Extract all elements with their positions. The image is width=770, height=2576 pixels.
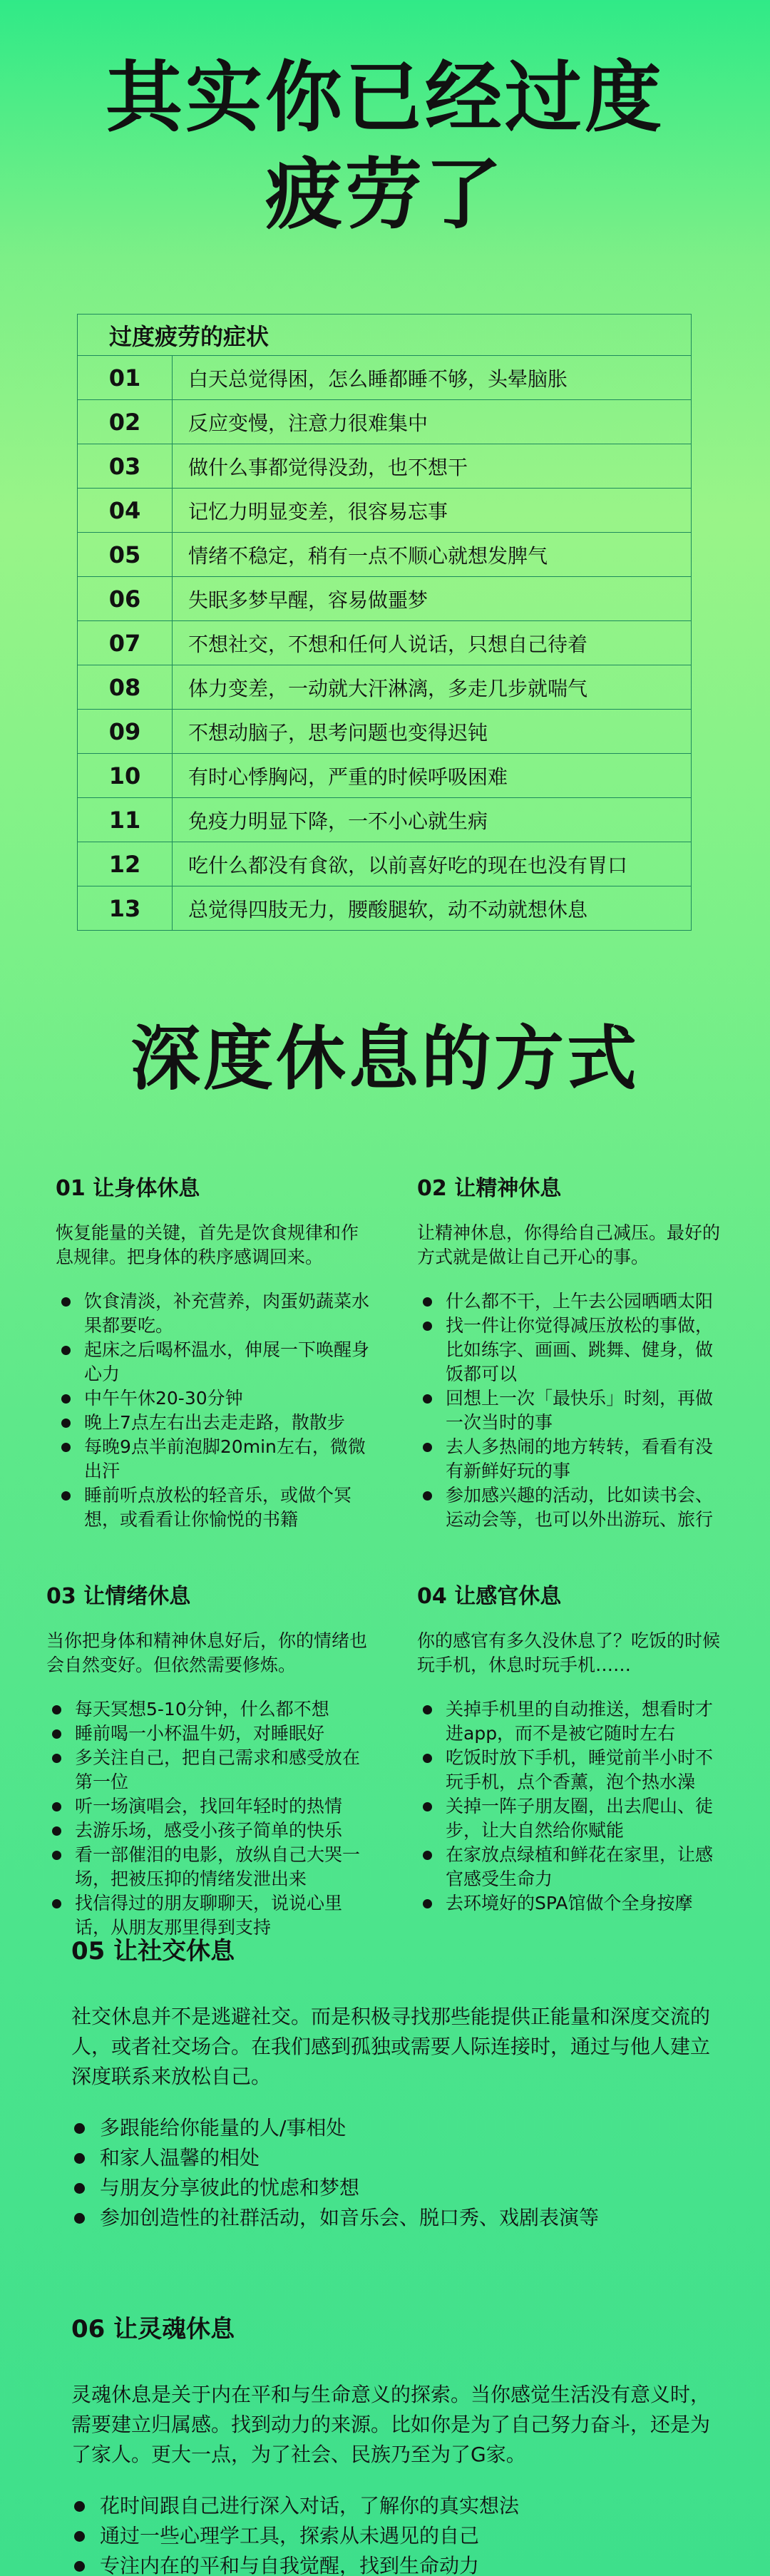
section-intro: 恢复能量的关键，首先是饮食规律和作息规律。把身体的秩序感调回来。 bbox=[56, 1222, 359, 1267]
symptom-text: 体力变差，一动就大汗淋漓，多走几步就喘气 bbox=[173, 665, 692, 710]
symptom-text: 失眠多梦早醒，容易做噩梦 bbox=[173, 577, 692, 621]
symptom-row bbox=[78, 444, 692, 489]
list-item: 花时间跟自己进行深入对话，了解你的真实想法 bbox=[71, 2491, 713, 2521]
section-list bbox=[417, 1289, 724, 1532]
section-list bbox=[417, 1697, 724, 1916]
list-item: 中午午休20-30分钟 bbox=[56, 1386, 373, 1411]
rest-title: 深度休息的方式 bbox=[130, 1018, 640, 1100]
section-list bbox=[46, 1697, 367, 1940]
symptom-text: 记忆力明显变差，很容易忘事 bbox=[173, 489, 692, 533]
section-mind-rest bbox=[417, 1177, 724, 1532]
symptom-table bbox=[77, 314, 692, 931]
section-title: 05 让社交休息 bbox=[71, 1937, 235, 1966]
list-item: 与朋友分享彼此的忧虑和梦想 bbox=[71, 2173, 713, 2203]
section-title: 04 让感官休息 bbox=[417, 1584, 562, 1609]
list-item: 饮食清淡，补充营养，肉蛋奶蔬菜水果都要吃。 bbox=[56, 1289, 373, 1338]
list-item: 找一件让你觉得减压放松的事做，比如练字、画画、跳舞、健身，做饭都可以 bbox=[417, 1314, 724, 1386]
main-title-line2: 疲劳了 bbox=[265, 150, 505, 240]
list-item: 起床之后喝杯温水，伸展一下唤醒身心力 bbox=[56, 1338, 373, 1386]
section-body-rest bbox=[56, 1177, 373, 1532]
section-title: 06 让灵魂休息 bbox=[71, 2315, 235, 2344]
symptom-row bbox=[78, 798, 692, 842]
section-title: 01 让身体休息 bbox=[56, 1176, 200, 1201]
symptom-text: 情绪不稳定，稍有一点不顺心就想发脾气 bbox=[173, 533, 692, 577]
symptom-number: 02 bbox=[78, 400, 173, 444]
section-emotion-rest bbox=[46, 1585, 367, 1940]
symptom-row bbox=[78, 886, 692, 931]
list-item: 听一场演唱会，找回年轻时的热情 bbox=[46, 1794, 367, 1819]
section-list bbox=[71, 2113, 713, 2233]
section-intro: 当你把身体和精神休息好后，你的情绪也会自然变好。但依然需要修炼。 bbox=[46, 1630, 368, 1675]
list-item: 参加创造性的社群活动，如音乐会、脱口秀、戏剧表演等 bbox=[71, 2203, 713, 2233]
symptom-number: 10 bbox=[78, 754, 173, 798]
section-list bbox=[71, 2491, 713, 2576]
symptom-text: 不想社交，不想和任何人说话，只想自己待着 bbox=[173, 621, 692, 665]
list-item: 睡前听点放松的轻音乐，或做个冥想，或看看让你愉悦的书籍 bbox=[56, 1483, 373, 1532]
symptom-number: 08 bbox=[78, 665, 173, 710]
symptom-text: 反应变慢，注意力很难集中 bbox=[173, 400, 692, 444]
list-item: 吃饭时放下手机，睡觉前半小时不玩手机，点个香薰，泡个热水澡 bbox=[417, 1746, 724, 1794]
section-soul-rest bbox=[71, 2314, 713, 2576]
symptom-number: 09 bbox=[78, 710, 173, 754]
symptom-number: 13 bbox=[78, 886, 173, 931]
section-intro: 灵魂休息是关于内在平和与生命意义的探索。当你感觉生活没有意义时，需要建立归属感。找到动力的来源。比如你是为了自己努力奋斗，还是为了家人。更大一点，为了社会、民族乃至为了G家。 bbox=[71, 2383, 711, 2466]
symptom-row bbox=[78, 842, 692, 886]
list-item: 关掉手机里的自动推送，想看时才进app，而不是被它随时左右 bbox=[417, 1697, 724, 1746]
list-item: 和家人温馨的相处 bbox=[71, 2143, 713, 2173]
list-item: 去游乐场，感受小孩子简单的快乐 bbox=[46, 1819, 367, 1843]
symptom-number: 04 bbox=[78, 489, 173, 533]
section-senses-rest bbox=[417, 1585, 724, 1916]
list-item: 通过一些心理学工具，探索从未遇见的自己 bbox=[71, 2521, 713, 2551]
section-intro: 社交休息并不是逃避社交。而是积极寻找那些能提供正能量和深度交流的人，或者社交场合。在我们感到孤独或需要人际连接时，通过与他人建立深度联系来放松自己。 bbox=[71, 2005, 711, 2088]
symptom-row bbox=[78, 710, 692, 754]
symptom-number: 01 bbox=[78, 356, 173, 400]
list-item: 找信得过的朋友聊聊天，说说心里话，从朋友那里得到支持 bbox=[46, 1891, 367, 1940]
symptom-text: 有时心悸胸闷，严重的时候呼吸困难 bbox=[173, 754, 692, 798]
list-item: 参加感兴趣的活动，比如读书会、运动会等，也可以外出游玩、旅行 bbox=[417, 1483, 724, 1532]
section-title: 03 让情绪休息 bbox=[46, 1584, 191, 1609]
symptom-number: 12 bbox=[78, 842, 173, 886]
list-item: 去人多热闹的地方转转，看看有没有新鲜好玩的事 bbox=[417, 1435, 724, 1483]
list-item: 在家放点绿植和鲜花在家里，让感官感受生命力 bbox=[417, 1843, 724, 1891]
section-title: 02 让精神休息 bbox=[417, 1176, 562, 1201]
list-item: 每天冥想5-10分钟，什么都不想 bbox=[46, 1697, 367, 1722]
symptom-number: 07 bbox=[78, 621, 173, 665]
symptom-number: 03 bbox=[78, 444, 173, 489]
symptom-number: 11 bbox=[78, 798, 173, 842]
main-title-line1: 其实你已经过度 bbox=[105, 53, 664, 143]
section-list bbox=[56, 1289, 373, 1532]
symptom-table-header: 过度疲劳的症状 bbox=[78, 315, 692, 356]
list-item: 每晚9点半前泡脚20min左右，微微出汗 bbox=[56, 1435, 373, 1483]
list-item: 专注内在的平和与自我觉醒，找到生命动力 bbox=[71, 2551, 713, 2576]
symptom-row bbox=[78, 577, 692, 621]
symptom-row bbox=[78, 533, 692, 577]
symptom-number: 05 bbox=[78, 533, 173, 577]
symptom-row bbox=[78, 400, 692, 444]
list-item: 多关注自己，把自己需求和感受放在第一位 bbox=[46, 1746, 367, 1794]
symptom-number: 06 bbox=[78, 577, 173, 621]
main-title bbox=[0, 50, 770, 244]
symptom-text: 不想动脑子，思考问题也变得迟钝 bbox=[173, 710, 692, 754]
list-item: 看一部催泪的电影，放纵自己大哭一场，把被压抑的情绪发泄出来 bbox=[46, 1843, 367, 1891]
symptom-row bbox=[78, 754, 692, 798]
symptom-text: 免疫力明显下降，一不小心就生病 bbox=[173, 798, 692, 842]
list-item: 回想上一次「最快乐」时刻，再做一次当时的事 bbox=[417, 1386, 724, 1435]
section-intro: 让精神休息，你得给自己减压。最好的方式就是做让自己开心的事。 bbox=[417, 1222, 721, 1267]
symptom-row bbox=[78, 621, 692, 665]
list-item: 晚上7点左右出去走走路，散散步 bbox=[56, 1411, 373, 1435]
list-item: 睡前喝一小杯温牛奶，对睡眠好 bbox=[46, 1722, 367, 1746]
symptom-text: 白天总觉得困，怎么睡都睡不够，头晕脑胀 bbox=[173, 356, 692, 400]
list-item: 什么都不干，上午去公园晒晒太阳 bbox=[417, 1289, 724, 1314]
list-item: 去环境好的SPA馆做个全身按摩 bbox=[417, 1891, 724, 1916]
list-item: 关掉一阵子朋友圈，出去爬山、徒步，让大自然给你赋能 bbox=[417, 1794, 724, 1843]
symptom-text: 吃什么都没有食欲，以前喜好吃的现在也没有胃口 bbox=[173, 842, 692, 886]
section-intro: 你的感官有多久没休息了？吃饭的时候玩手机，休息时玩手机…… bbox=[417, 1630, 721, 1675]
symptom-row bbox=[78, 665, 692, 710]
symptom-text: 做什么事都觉得没劲，也不想干 bbox=[173, 444, 692, 489]
symptom-text: 总觉得四肢无力，腰酸腿软，动不动就想休息 bbox=[173, 886, 692, 931]
list-item: 多跟能给你能量的人/事相处 bbox=[71, 2113, 713, 2143]
symptom-row bbox=[78, 356, 692, 400]
section-social-rest bbox=[71, 1936, 713, 2233]
symptom-row bbox=[78, 489, 692, 533]
